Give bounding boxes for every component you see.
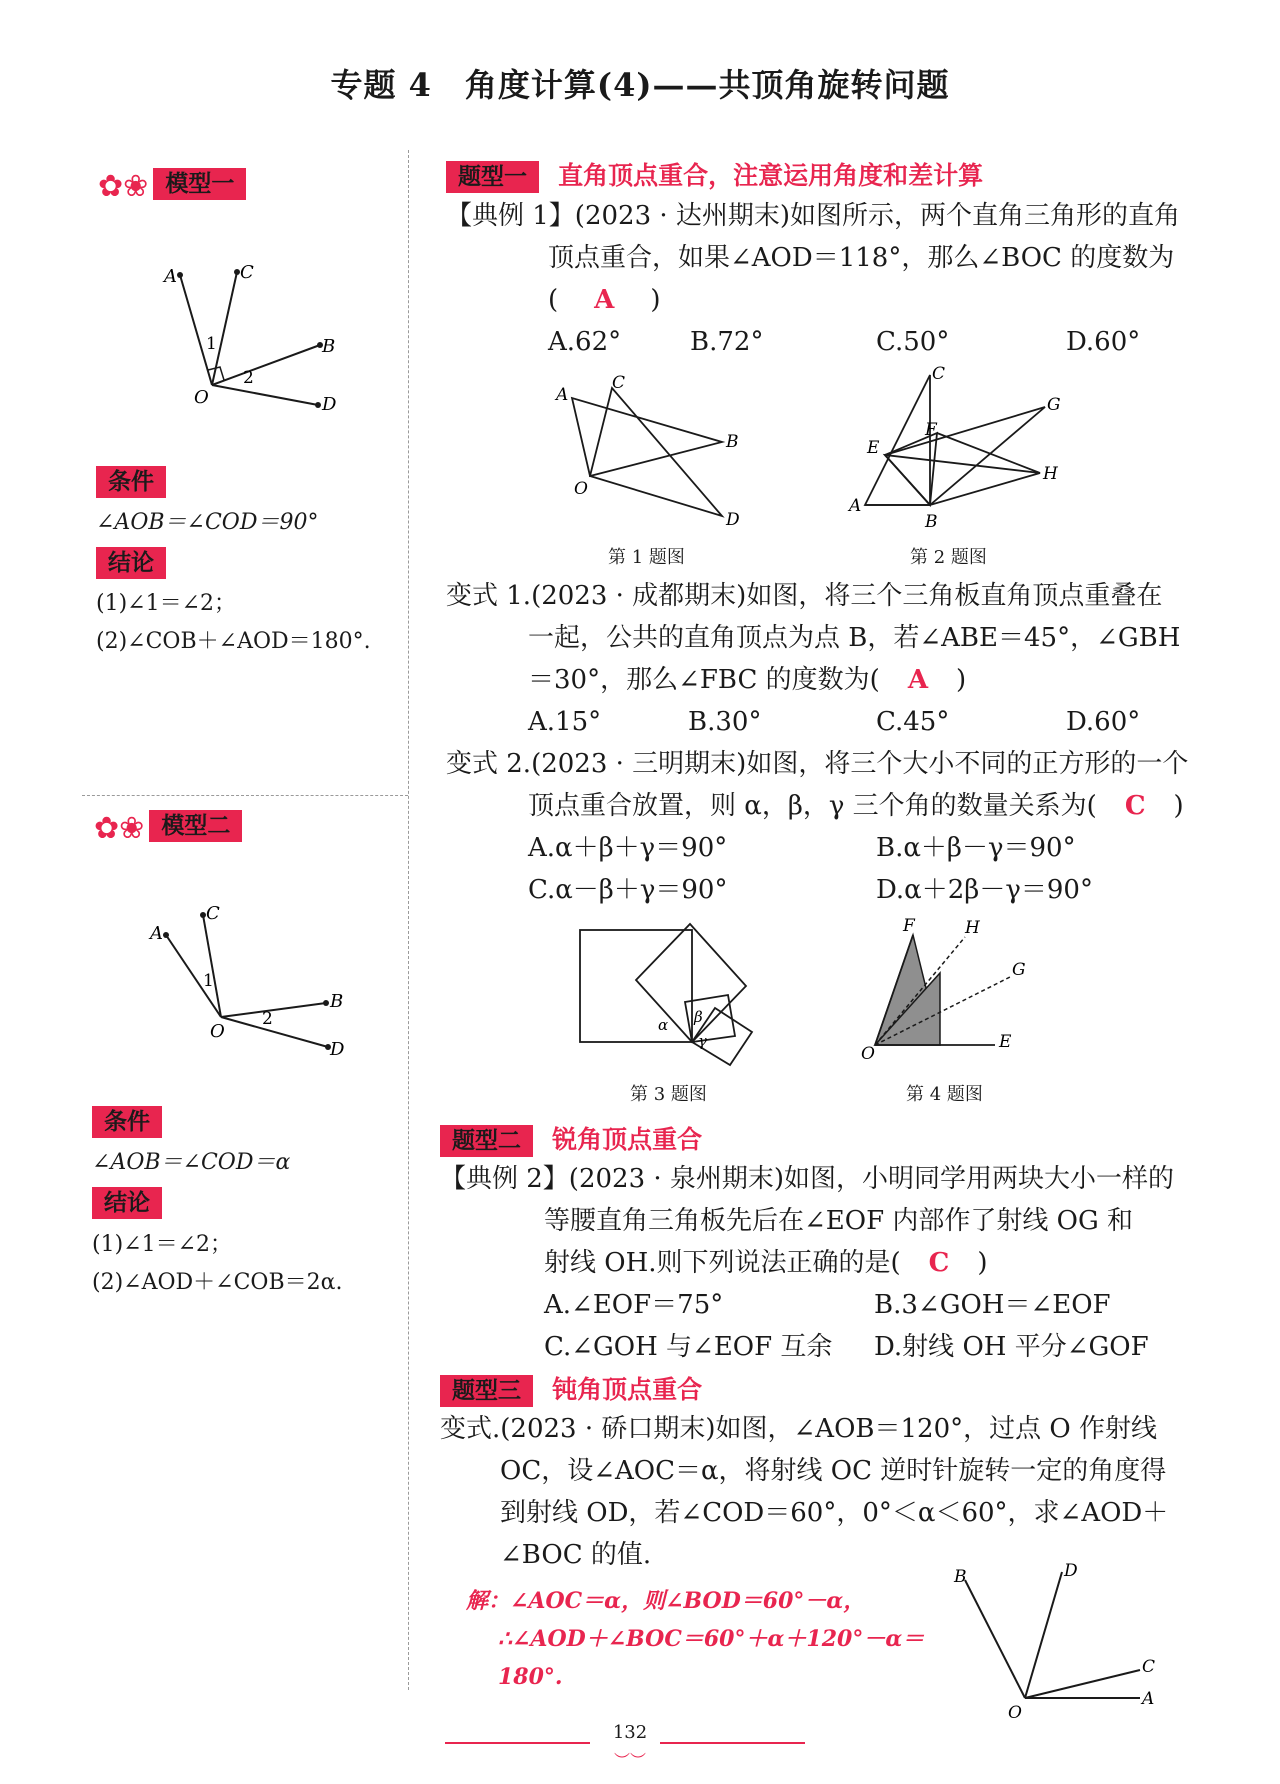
type3-tag: 题型三 [440,1375,533,1407]
svg-text:A: A [556,385,569,405]
svg-text:C: C [1142,1657,1156,1677]
model1-c1: (1)∠1＝∠2； [96,591,237,616]
solution-line2: ∴∠AOD＋∠BOC＝60°＋α＋120°－α＝ [498,1626,925,1652]
v1-option-b: B.30° [688,707,762,737]
flower-icon: ✿❀ [98,169,149,204]
column-divider [408,150,409,1690]
figure-1-caption: 第 1 题图 [608,547,685,568]
label-d: D [330,1039,345,1060]
v2-option-b: B.α＋β－γ＝90° [876,833,1076,863]
model1-c2: (2)∠COB＋∠AOD＝180°. [96,629,371,654]
model2-c2: (2)∠AOD＋∠COB＝2α. [92,1270,343,1295]
svg-text:A: A [1142,1689,1155,1709]
figure-4-caption: 第 4 题图 [906,1084,983,1105]
ex2-line3: 射线 OH.则下列说法正确的是( C ) [544,1248,988,1278]
model2-c1: (1)∠1＝∠2； [92,1232,233,1257]
v1-option-c: C.45° [876,707,950,737]
model1-concl-label: 结论 [96,547,166,579]
type3-header [440,1370,702,1407]
label-o: O [210,1021,225,1042]
ex2-line1: 【典例 2】(2023 · 泉州期末)如图，小明同学用两块大小一样的 [440,1164,1175,1194]
svg-text:H: H [1043,464,1058,484]
type1-tag: 题型一 [446,161,539,193]
figure-2-caption: 第 2 题图 [910,547,987,568]
ex1-option-d: D.60° [1066,327,1141,357]
type3-heading: 钝角顶点重合 [552,1375,703,1404]
ex1-line2: 顶点重合，如果∠AOD＝118°，那么∠BOC 的度数为 [548,243,1175,273]
svg-text:D: D [726,510,740,530]
model2-concl-label: 结论 [92,1187,162,1219]
svg-text:β: β [694,1008,703,1026]
ex1-option-b: B.72° [690,327,764,357]
v2-option-d: D.α＋2β－γ＝90° [876,875,1093,905]
svg-text:A: A [849,496,862,516]
ex1-option-c: C.50° [876,327,950,357]
page-number: 132 [612,1722,648,1743]
figure-1 [550,370,750,530]
type2-header [440,1120,702,1157]
v1-line3: ＝30°，那么∠FBC 的度数为( A ) [528,665,967,695]
label-b: B [322,336,336,357]
svg-text:D: D [1064,1561,1078,1581]
ex1-line1: 【典例 1】(2023 · 达州期末)如图所示，两个直角三角形的直角 [446,201,1181,231]
svg-text:B: B [954,1567,967,1587]
svg-text:C: C [612,373,626,393]
svg-text:B: B [726,432,739,452]
ex2-option-b: B.3∠GOH＝∠EOF [874,1290,1111,1320]
svg-text:G: G [1047,395,1061,415]
svg-text:C: C [932,365,946,384]
label-c: C [240,262,254,283]
v1-answer: A [907,665,928,695]
ex1-answer: A [594,285,615,315]
v3-line1: 变式.(2023 · 硚口期末)如图，∠AOB＝120°，过点 O 作射线 [440,1414,1157,1444]
model1-cond: ∠AOB＝∠COD＝90° [96,510,319,535]
model2-cond: ∠AOB＝∠COD＝α [92,1150,291,1175]
footer-line-left [445,1742,590,1744]
label-c: C [206,903,220,924]
ex1-answer-line: ( A ) [548,285,661,315]
svg-text:O: O [574,479,588,499]
ex2-option-d: D.射线 OH 平分∠GOF [874,1332,1149,1362]
v2-line1: 变式 2.(2023 · 三明期末)如图，将三个大小不同的正方形的一个 [446,749,1189,779]
model1-label: 模型一 [153,168,246,200]
v3-line4: ∠BOC 的值. [500,1540,652,1570]
type1-heading: 直角顶点重合，注意运用角度和差计算 [558,161,984,190]
svg-text:O: O [1008,1703,1022,1720]
ex2-answer: C [928,1248,950,1278]
v1-option-d: D.60° [1066,707,1141,737]
book-icon: ︶︶ [614,1751,647,1770]
svg-text:G: G [1012,960,1026,980]
ex2-option-c: C.∠GOH 与∠EOF 互余 [544,1332,833,1362]
type1-header [446,156,983,193]
v2-option-a: A.α＋β＋γ＝90° [528,833,728,863]
model2-header [94,810,242,846]
model-divider [82,795,408,796]
model1-figure [150,250,350,420]
type2-tag: 题型二 [440,1125,533,1157]
solution-line1: 解：∠AOC＝α，则∠BOD＝60°－α， [466,1588,866,1614]
svg-text:F: F [903,916,915,936]
v2-option-c: C.α－β＋γ＝90° [528,875,728,905]
v3-line3: 到射线 OD，若∠COD＝60°，0°＜α＜60°，求∠AOD＋ [500,1498,1169,1528]
label-a: A [150,923,163,944]
v2-line2: 顶点重合放置，则 α，β，γ 三个角的数量关系为( C ) [528,791,1184,821]
svg-text:E: E [867,438,880,458]
label-a: A [164,266,177,287]
solution-line3: 180°. [498,1664,563,1690]
figure-4 [855,915,1035,1065]
footer-line-right [660,1742,805,1744]
ex2-option-a: A.∠EOF＝75° [544,1290,724,1320]
ex2-line2: 等腰直角三角板先后在∠EOF 内部作了射线 OG 和 [544,1206,1133,1236]
svg-text:γ: γ [698,1032,707,1050]
v2-answer: C [1124,791,1146,821]
label-1: 1 [203,971,214,991]
v3-line2: OC，设∠AOC＝α，将射线 OC 逆时针旋转一定的角度得 [500,1456,1167,1486]
figure-3-caption: 第 3 题图 [630,1084,707,1105]
figure-2 [845,365,1075,535]
label-o: O [194,387,209,408]
svg-text:H: H [965,918,980,938]
label-d: D [322,394,337,415]
type2-heading: 锐角顶点重合 [552,1125,703,1154]
ex1-option-a: A.62° [548,327,622,357]
label-2: 2 [243,368,254,388]
v1-option-a: A.15° [528,707,602,737]
page-title: 专题 4 角度计算(4)——共顶角旋转问题 [330,66,950,104]
v1-line1: 变式 1.(2023 · 成都期末)如图，将三个三角板直角顶点重叠在 [446,581,1163,611]
label-b: B [330,991,344,1012]
model2-label: 模型二 [149,810,242,842]
svg-text:α: α [658,1016,669,1034]
v1-line2: 一起，公共的直角顶点为点 B，若∠ABE＝45°，∠GBH [528,623,1181,653]
label-1: 1 [206,334,217,354]
figure-3 [570,920,770,1070]
svg-text:E: E [999,1032,1012,1052]
model1-cond-label: 条件 [96,466,166,498]
model2-figure [146,895,356,1065]
svg-text:F: F [925,420,937,440]
model2-cond-label: 条件 [92,1106,162,1138]
model1-header [98,168,246,204]
svg-text:B: B [925,512,938,532]
flower-icon: ✿❀ [94,811,145,846]
label-2: 2 [262,1009,273,1029]
figure-type3 [950,1560,1180,1720]
svg-text:O: O [861,1044,875,1064]
